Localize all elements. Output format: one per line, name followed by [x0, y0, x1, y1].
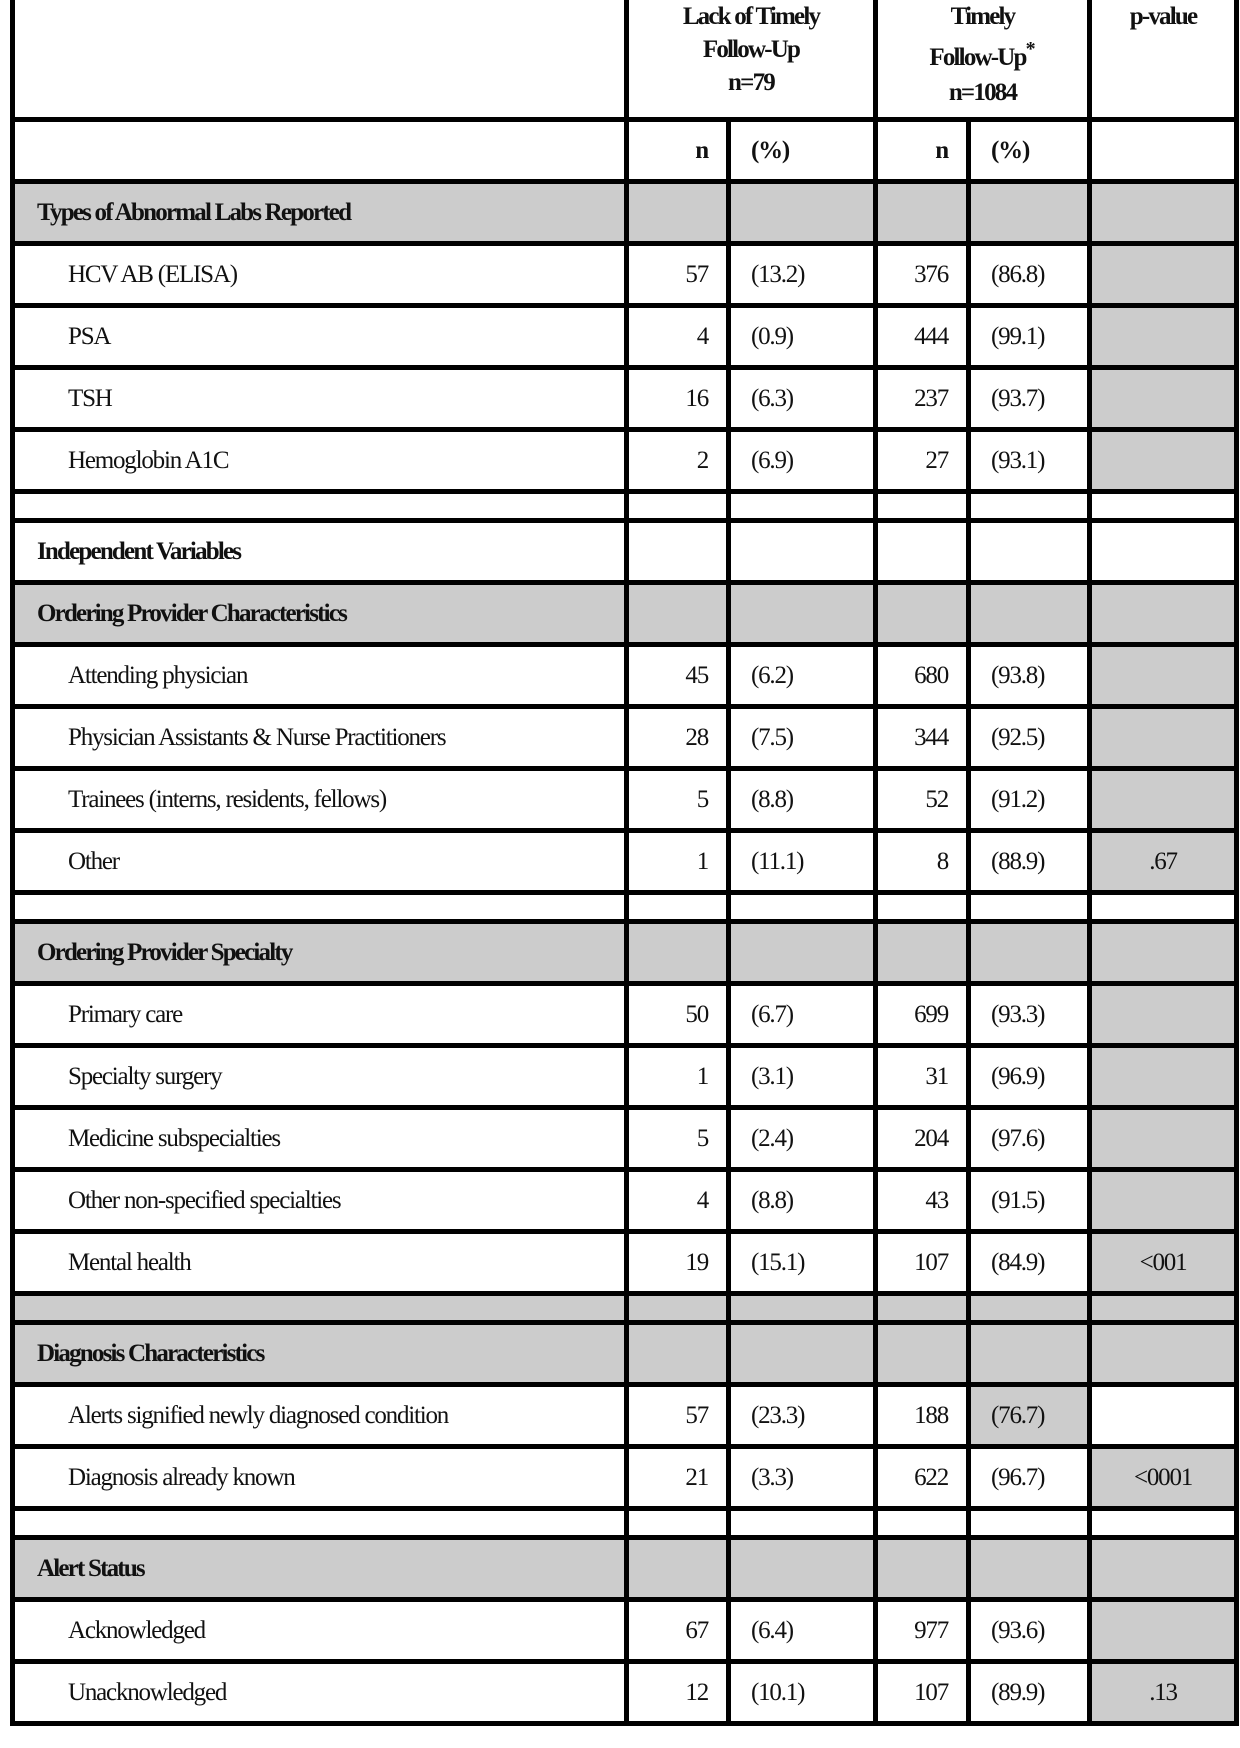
timely-n-cell: 8 — [876, 831, 969, 893]
lack-pct-cell: (7.5) — [729, 707, 876, 769]
timely-n-cell: 52 — [876, 769, 969, 831]
spacer-cell — [876, 1509, 969, 1538]
table-row — [13, 1170, 1237, 1232]
spacer-cell — [627, 1509, 729, 1538]
section-blank-cell — [969, 1323, 1090, 1385]
follow-up-table — [10, 0, 1239, 1726]
p-value-cell — [1090, 244, 1237, 306]
timely-n-cell: 622 — [876, 1447, 969, 1509]
lack-pct-cell: (11.1) — [729, 831, 876, 893]
header-timely — [876, 0, 1090, 120]
table-row — [13, 707, 1237, 769]
timely-n-cell: 680 — [876, 645, 969, 707]
lack-pct-cell: (10.1) — [729, 1662, 876, 1724]
section-blank-cell — [1090, 922, 1237, 984]
spacer-cell — [729, 1509, 876, 1538]
section-blank-cell — [1090, 583, 1237, 645]
lack-pct-cell: (2.4) — [729, 1108, 876, 1170]
row-label: Mental health — [13, 1232, 627, 1294]
header-row-groups — [13, 0, 1237, 120]
section-blank-cell — [1090, 521, 1237, 583]
header-lack-line1: Lack of Timely — [682, 3, 820, 30]
lack-n-cell: 4 — [627, 1170, 729, 1232]
timely-pct-cell: (93.3) — [969, 984, 1090, 1046]
timely-pct-cell: (96.7) — [969, 1447, 1090, 1509]
timely-n-cell: 188 — [876, 1385, 969, 1447]
p-value-cell — [1090, 430, 1237, 492]
spacer-cell — [627, 1294, 729, 1323]
section-blank-cell — [729, 1323, 876, 1385]
row-label: PSA — [13, 306, 627, 368]
p-value-cell — [1090, 984, 1237, 1046]
table-row — [13, 645, 1237, 707]
spacer-row — [13, 492, 1237, 521]
header-timely-line2-wrap — [878, 38, 1087, 76]
lack-pct-cell: (6.9) — [729, 430, 876, 492]
timely-n-cell: 107 — [876, 1662, 969, 1724]
spacer-cell — [627, 893, 729, 922]
row-label: Alerts signified newly diagnosed condition — [13, 1385, 627, 1447]
timely-pct-cell: (88.9) — [969, 831, 1090, 893]
lack-pct-cell: (6.4) — [729, 1600, 876, 1662]
lack-pct-cell: (0.9) — [729, 306, 876, 368]
section-blank-cell — [969, 1538, 1090, 1600]
row-label: Attending physician — [13, 645, 627, 707]
timely-n-cell: 27 — [876, 430, 969, 492]
section-blank-cell — [627, 521, 729, 583]
section-blank-cell — [729, 922, 876, 984]
row-label: HCV AB (ELISA) — [13, 244, 627, 306]
timely-pct-cell: (91.5) — [969, 1170, 1090, 1232]
table-row — [13, 1447, 1237, 1509]
timely-pct-cell: (93.6) — [969, 1600, 1090, 1662]
subheader-blank — [13, 120, 627, 182]
section-blank-cell — [1090, 1323, 1237, 1385]
lack-n-cell: 12 — [627, 1662, 729, 1724]
timely-n-cell: 107 — [876, 1232, 969, 1294]
section-label: Alert Status — [13, 1538, 627, 1600]
section-row — [13, 583, 1237, 645]
spacer-cell — [876, 492, 969, 521]
section-blank-cell — [876, 583, 969, 645]
row-label: Medicine subspecialties — [13, 1108, 627, 1170]
spacer-cell — [1090, 1294, 1237, 1323]
section-blank-cell — [876, 1538, 969, 1600]
header-timely-line3: n=1084 — [948, 79, 1017, 106]
timely-n-cell: 699 — [876, 984, 969, 1046]
section-blank-cell — [1090, 1538, 1237, 1600]
timely-n-cell: 376 — [876, 244, 969, 306]
spacer-cell — [13, 492, 627, 521]
timely-pct-cell: (89.9) — [969, 1662, 1090, 1724]
timely-n-cell: 444 — [876, 306, 969, 368]
section-row — [13, 182, 1237, 244]
header-timely-line1: Timely — [950, 3, 1015, 30]
timely-pct-cell: (97.6) — [969, 1108, 1090, 1170]
spacer-cell — [1090, 492, 1237, 521]
section-label: Types of Abnormal Labs Reported — [13, 182, 627, 244]
lack-n-cell: 19 — [627, 1232, 729, 1294]
p-value-cell — [1090, 707, 1237, 769]
section-blank-cell — [876, 922, 969, 984]
lack-pct-cell: (23.3) — [729, 1385, 876, 1447]
header-lack-line2: Follow-Up — [702, 36, 800, 63]
section-blank-cell — [729, 583, 876, 645]
spacer-cell — [13, 1509, 627, 1538]
section-label: Ordering Provider Specialty — [13, 922, 627, 984]
subheader-pct-lack: (%) — [729, 120, 876, 182]
table-row — [13, 1046, 1237, 1108]
section-blank-cell — [627, 1538, 729, 1600]
p-value-cell: .13 — [1090, 1662, 1237, 1724]
lack-pct-cell: (15.1) — [729, 1232, 876, 1294]
row-label: Acknowledged — [13, 1600, 627, 1662]
header-corner — [13, 0, 627, 120]
timely-n-cell: 31 — [876, 1046, 969, 1108]
p-value-cell — [1090, 1600, 1237, 1662]
lack-n-cell: 57 — [627, 244, 729, 306]
p-value-cell — [1090, 306, 1237, 368]
lack-pct-cell: (3.1) — [729, 1046, 876, 1108]
lack-n-cell: 21 — [627, 1447, 729, 1509]
header-pvalue: p-value — [1090, 0, 1237, 120]
timely-n-cell: 237 — [876, 368, 969, 430]
row-label: Hemoglobin A1C — [13, 430, 627, 492]
subheader-pvalue-blank — [1090, 120, 1237, 182]
header-lack-line3: n=79 — [728, 69, 774, 96]
p-value-cell — [1090, 368, 1237, 430]
row-label: Unacknowledged — [13, 1662, 627, 1724]
p-value-cell — [1090, 769, 1237, 831]
lack-n-cell: 57 — [627, 1385, 729, 1447]
p-value-cell — [1090, 1046, 1237, 1108]
spacer-cell — [969, 1294, 1090, 1323]
section-blank-cell — [729, 182, 876, 244]
spacer-row — [13, 1294, 1237, 1323]
timely-n-cell: 344 — [876, 707, 969, 769]
table-row — [13, 1232, 1237, 1294]
section-blank-cell — [969, 583, 1090, 645]
spacer-cell — [729, 1294, 876, 1323]
table-row — [13, 1662, 1237, 1724]
row-label: Primary care — [13, 984, 627, 1046]
spacer-cell — [729, 893, 876, 922]
asterisk-footnote-marker: * — [1025, 38, 1036, 60]
section-blank-cell — [876, 182, 969, 244]
lack-n-cell: 45 — [627, 645, 729, 707]
lack-pct-cell: (3.3) — [729, 1447, 876, 1509]
lack-pct-cell: (8.8) — [729, 1170, 876, 1232]
p-value-cell — [1090, 1108, 1237, 1170]
p-value-cell: <0001 — [1090, 1447, 1237, 1509]
spacer-row — [13, 1509, 1237, 1538]
table-row — [13, 244, 1237, 306]
spacer-cell — [1090, 1509, 1237, 1538]
section-row — [13, 1323, 1237, 1385]
lack-n-cell: 16 — [627, 368, 729, 430]
spacer-cell — [13, 893, 627, 922]
section-blank-cell — [969, 521, 1090, 583]
section-blank-cell — [627, 922, 729, 984]
header-lack-of-timely — [627, 0, 876, 120]
section-blank-cell — [627, 1323, 729, 1385]
timely-n-cell: 204 — [876, 1108, 969, 1170]
row-label: Other non-specified specialties — [13, 1170, 627, 1232]
section-row — [13, 521, 1237, 583]
timely-pct-cell: (99.1) — [969, 306, 1090, 368]
lack-pct-cell: (6.7) — [729, 984, 876, 1046]
table-row — [13, 831, 1237, 893]
table-row — [13, 368, 1237, 430]
section-label: Diagnosis Characteristics — [13, 1323, 627, 1385]
spacer-cell — [729, 492, 876, 521]
lack-n-cell: 50 — [627, 984, 729, 1046]
table-row — [13, 984, 1237, 1046]
section-row — [13, 1538, 1237, 1600]
table-row — [13, 1385, 1237, 1447]
table-row — [13, 430, 1237, 492]
section-label: Ordering Provider Characteristics — [13, 583, 627, 645]
timely-pct-cell: (93.7) — [969, 368, 1090, 430]
row-label: Other — [13, 831, 627, 893]
section-blank-cell — [627, 182, 729, 244]
timely-pct-cell: (93.1) — [969, 430, 1090, 492]
row-label: TSH — [13, 368, 627, 430]
p-value-cell: .67 — [1090, 831, 1237, 893]
p-value-cell — [1090, 1170, 1237, 1232]
p-value-cell — [1090, 645, 1237, 707]
timely-pct-cell: (84.9) — [969, 1232, 1090, 1294]
timely-pct-cell: (76.7) — [969, 1385, 1090, 1447]
lack-pct-cell: (6.3) — [729, 368, 876, 430]
spacer-cell — [1090, 893, 1237, 922]
timely-pct-cell: (92.5) — [969, 707, 1090, 769]
table-row — [13, 1600, 1237, 1662]
row-label: Physician Assistants & Nurse Practitioners — [13, 707, 627, 769]
p-value-cell: <001 — [1090, 1232, 1237, 1294]
section-blank-cell — [729, 1538, 876, 1600]
row-label: Specialty surgery — [13, 1046, 627, 1108]
spacer-cell — [876, 893, 969, 922]
subheader-pct-timely: (%) — [969, 120, 1090, 182]
row-label: Diagnosis already known — [13, 1447, 627, 1509]
spacer-cell — [627, 492, 729, 521]
lack-n-cell: 4 — [627, 306, 729, 368]
lack-n-cell: 67 — [627, 1600, 729, 1662]
lack-pct-cell: (13.2) — [729, 244, 876, 306]
table-row — [13, 306, 1237, 368]
p-value-cell — [1090, 1385, 1237, 1447]
timely-n-cell: 43 — [876, 1170, 969, 1232]
section-blank-cell — [729, 521, 876, 583]
table-row — [13, 1108, 1237, 1170]
timely-n-cell: 977 — [876, 1600, 969, 1662]
section-row — [13, 922, 1237, 984]
lack-n-cell: 5 — [627, 769, 729, 831]
lack-n-cell: 5 — [627, 1108, 729, 1170]
spacer-cell — [13, 1294, 627, 1323]
section-blank-cell — [969, 922, 1090, 984]
header-row-subcols — [13, 120, 1237, 182]
lack-n-cell: 28 — [627, 707, 729, 769]
row-label: Trainees (interns, residents, fellows) — [13, 769, 627, 831]
section-blank-cell — [876, 1323, 969, 1385]
lack-pct-cell: (6.2) — [729, 645, 876, 707]
spacer-row — [13, 893, 1237, 922]
section-blank-cell — [969, 182, 1090, 244]
table-row — [13, 769, 1237, 831]
spacer-cell — [969, 893, 1090, 922]
lack-n-cell: 1 — [627, 831, 729, 893]
lack-n-cell: 2 — [627, 430, 729, 492]
section-blank-cell — [1090, 182, 1237, 244]
subheader-n-timely: n — [876, 120, 969, 182]
header-timely-line2: Follow-Up — [929, 44, 1026, 71]
section-blank-cell — [876, 521, 969, 583]
timely-pct-cell: (96.9) — [969, 1046, 1090, 1108]
subheader-n-lack: n — [627, 120, 729, 182]
spacer-cell — [969, 1509, 1090, 1538]
spacer-cell — [876, 1294, 969, 1323]
timely-pct-cell: (86.8) — [969, 244, 1090, 306]
timely-pct-cell: (93.8) — [969, 645, 1090, 707]
lack-n-cell: 1 — [627, 1046, 729, 1108]
timely-pct-cell: (91.2) — [969, 769, 1090, 831]
spacer-cell — [969, 492, 1090, 521]
section-label: Independent Variables — [13, 521, 627, 583]
lack-pct-cell: (8.8) — [729, 769, 876, 831]
section-blank-cell — [627, 583, 729, 645]
